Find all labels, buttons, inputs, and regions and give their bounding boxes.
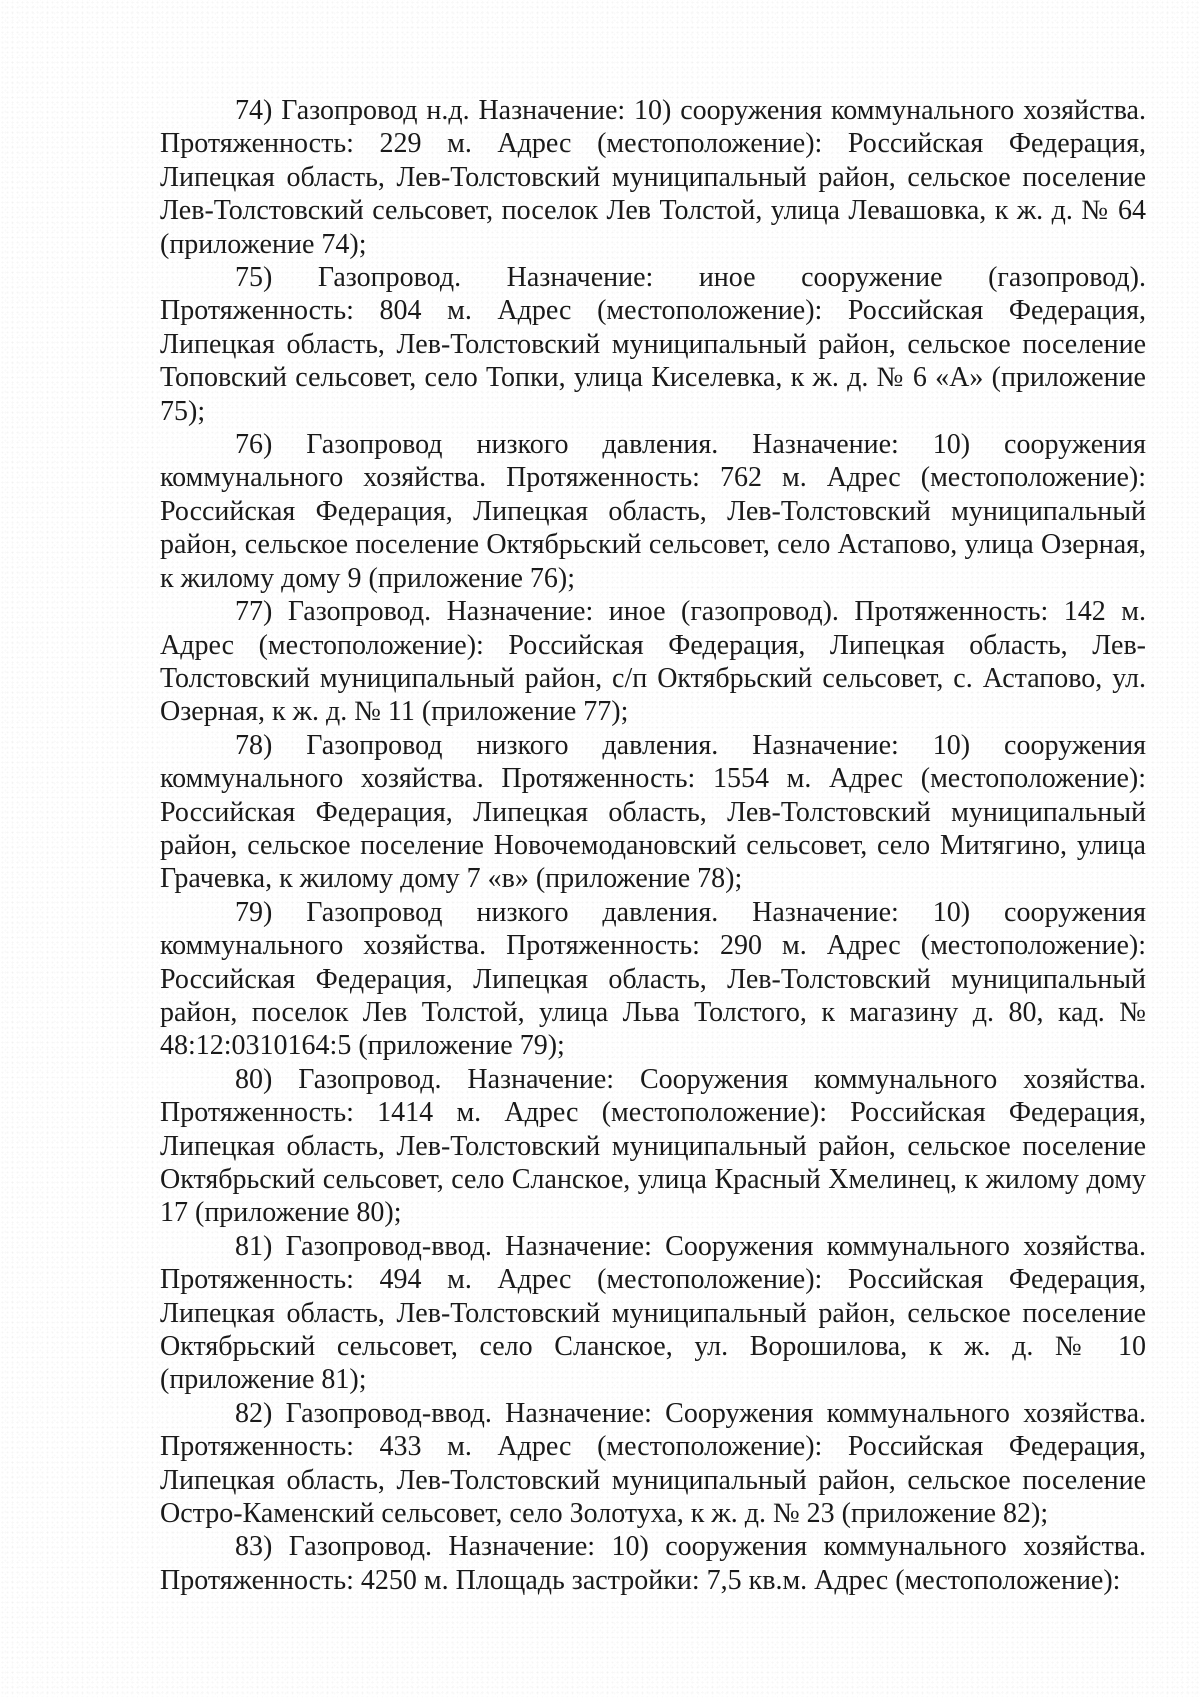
list-item: 75) Газопровод. Назначение: иное сооружение (газопровод). Протяженность: 804 м. Адрес (местоположение): Российская Федерация, Липецкая область, Лев-Толстовский муниципальный район, сельское поселение Топовский сельсовет, село Топки, улица Киселевка, к ж. д. № 6 «А» (приложение 75); xyxy=(160,262,1146,427)
list-item: 74) Газопровод н.д. Назначение: 10) сооружения коммунального хозяйства. Протяженность: 229 м. Адрес (местоположение): Российская Федерация, Липецкая область, Лев-Толстовский муниципальный район, сельское поселение Лев-Толстовский сельсовет, поселок Лев Толстой, улица Левашовка, к ж. д. № 64 (приложение 74); xyxy=(160,95,1146,260)
list-item: 79) Газопровод низкого давления. Назначение: 10) сооружения коммунального хозяйства. Протяженность: 290 м. Адрес (местоположение): Российская Федерация, Липецкая область, Лев-Толстовский муниципальный район, поселок Лев Толстой, улица Льва Толстого, к магазину д. 80, кад. № 48:12:0310164:5 (приложение 79); xyxy=(160,896,1146,1062)
list-item: 80) Газопровод. Назначение: Сооружения коммунального хозяйства. Протяженность: 1414 м. Адрес (местоположение): Российская Федерация, Липецкая область, Лев-Толстовский муниципальный район, сельское поселение Октябрьский сельсовет, село Сланское, улица Красный Хмелинец, к жилому дому 17 (приложение 80); xyxy=(160,1063,1146,1229)
list-item: 82) Газопровод-ввод. Назначение: Сооружения коммунального хозяйства. Протяженность: 433 м. Адрес (местоположение): Российская Федерация, Липецкая область, Лев-Толстовский муниципальный район, сельское поселение Остро-Каменский сельсовет, село Золотуха, к ж. д. № 23 (приложение 82); xyxy=(160,1397,1146,1530)
list-item: 76) Газопровод низкого давления. Назначение: 10) сооружения коммунального хозяйства. Протяженность: 762 м. Адрес (местоположение): Российская Федерация, Липецкая область, Лев-Толстовский муниципальный район, сельское поселение Октябрьский сельсовет, село Астапово, улица Озерная, к жилому дому 9 (приложение 76); xyxy=(160,429,1146,594)
list-item: 78) Газопровод низкого давления. Назначение: 10) сооружения коммунального хозяйства. Протяженность: 1554 м. Адрес (местоположение): Российская Федерация, Липецкая область, Лев-Толстовский муниципальный район, сельское поселение Новочемодановский сельсовет, село Митягино, улица Грачевка, к жилому дому 7 «в» (приложение 78); xyxy=(160,729,1146,895)
list-item: 77) Газопровод. Назначение: иное (газопровод). Протяженность: 142 м. Адрес (местоположение): Российская Федерация, Липецкая область, Лев-Толстовский муниципальный район, с/п Октябрьский сельсовет, с. Астапово, ул. Озерная, к ж. д. № 11 (приложение 77); xyxy=(160,596,1146,728)
list-item: 81) Газопровод-ввод. Назначение: Сооружения коммунального хозяйства. Протяженность: 494 м. Адрес (местоположение): Российская Федерация, Липецкая область, Лев-Толстовский муниципальный район, сельское поселение Октябрьский сельсовет, село Сланское, ул. Ворошилова, к ж. д. № 10 (приложение 81); xyxy=(160,1230,1146,1396)
document-body xyxy=(160,94,1146,1597)
list-item: 83) Газопровод. Назначение: 10) сооружения коммунального хозяйства. Протяженность: 4250 м. Площадь застройки: 7,5 кв.м. Адрес (местоположение): xyxy=(160,1531,1146,1596)
